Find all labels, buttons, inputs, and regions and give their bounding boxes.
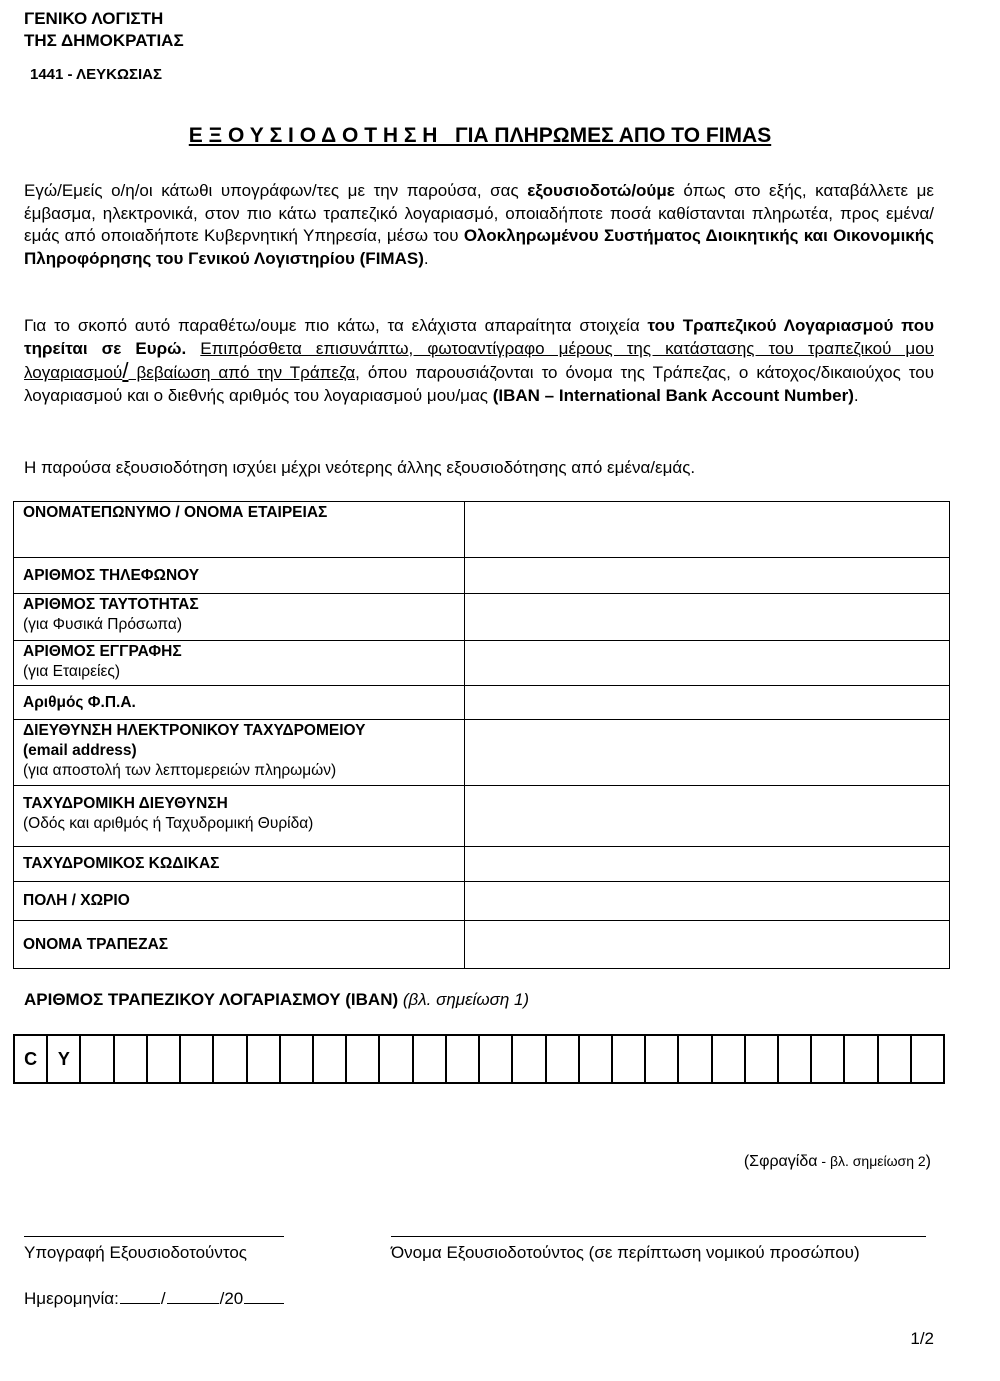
iban-cell[interactable] <box>547 1036 580 1082</box>
id-label-cell <box>14 594 465 641</box>
iban-cell[interactable] <box>879 1036 912 1082</box>
table-row <box>14 786 950 847</box>
iban-cell[interactable] <box>347 1036 380 1082</box>
date-sep: / <box>219 1289 225 1308</box>
postcode-field[interactable] <box>465 847 950 882</box>
text: . <box>853 385 859 405</box>
email-label-cell <box>14 720 465 786</box>
authorizer-name-label: Όνομα Εξουσιοδοτούντος (σε περίπτωση νομικού προσώπου) <box>391 1243 860 1262</box>
text: . <box>423 248 429 268</box>
id-label: ΑΡΙΘΜΟΣ ΤΑΥΤΟΤΗΤΑΣ <box>23 596 199 613</box>
iban-cell[interactable] <box>281 1036 314 1082</box>
sender-header <box>24 8 184 86</box>
year-blank[interactable] <box>244 1301 284 1304</box>
name-field[interactable] <box>465 502 950 558</box>
iban-label: ΑΡΙΘΜΟΣ ΤΡΑΠΕΖΙΚΟΥ ΛΟΓΑΡΙΑΣΜΟΥ (IBAN) <box>24 990 399 1009</box>
postal-note: (Οδός και αριθμός ή Ταχυδρομική Θυρίδα) <box>23 815 314 832</box>
date-label: Ημερομηνία: <box>24 1289 119 1308</box>
iban-cell[interactable]: Y <box>48 1036 81 1082</box>
details-table <box>13 501 950 969</box>
postal-field[interactable] <box>465 786 950 847</box>
page-title: Ε Ξ Ο Υ Σ Ι Ο Δ Ο Τ Η Σ Η ΓΙΑ ΠΛΗΡΩΜΕΣ ΑΠΟ ΤΟ FIMAS <box>188 124 772 147</box>
iban-cell[interactable] <box>480 1036 513 1082</box>
underlined-text: βεβαίωση από την Τράπεζα, <box>128 363 360 382</box>
bold-text: εξουσιοδοτώ/ούμε <box>527 181 675 200</box>
table-row <box>14 594 950 641</box>
iban-cell[interactable] <box>248 1036 281 1082</box>
stamp-note: βλ. σημείωση 2 <box>829 1153 926 1169</box>
underlined-text: Επιπρόσθετα επισυνάπτω, φωτοαντίγραφο μέρους της κατάστασης του τραπεζικού μου λογαριασμού <box>24 338 934 382</box>
table-row <box>14 720 950 786</box>
id-note: (για Φυσικά Πρόσωπα) <box>23 616 182 633</box>
reg-field[interactable] <box>465 641 950 686</box>
year-prefix: 20 <box>224 1289 244 1308</box>
phone-field[interactable] <box>465 558 950 594</box>
iban-input-grid <box>13 1034 945 1084</box>
reg-label: ΑΡΙΘΜΟΣ ΕΓΓΡΑΦΗΣ <box>23 643 182 660</box>
text: Εγώ/Εμείς ο/η/οι κάτωθι υπογράφων/τες με την παρούσα, σας <box>24 181 528 200</box>
name-line[interactable] <box>391 1236 926 1237</box>
iban-cell[interactable] <box>845 1036 878 1082</box>
bank-label: ΟΝΟΜΑ ΤΡΑΠΕΖΑΣ <box>14 921 465 969</box>
iban-cell[interactable] <box>580 1036 613 1082</box>
iban-cell[interactable] <box>779 1036 812 1082</box>
vat-field[interactable] <box>465 686 950 720</box>
org-line2: ΤΗΣ ΔΗΜΟΚΡΑΤΙΑΣ <box>24 31 184 50</box>
reg-label-cell <box>14 641 465 686</box>
iban-cell[interactable] <box>181 1036 214 1082</box>
iban-heading <box>24 990 529 1010</box>
postcode: 1441 - ΛΕΥΚΩΣΙΑΣ <box>30 66 163 83</box>
signature-label: Υπογραφή Εξουσιοδοτούντος <box>24 1243 247 1262</box>
phone-label: ΑΡΙΘΜΟΣ ΤΗΛΕΦΩΝΟΥ <box>14 558 465 594</box>
org-line1: ΓΕΝΙΚΟ ΛΟΓΙΣΤΗ <box>24 9 164 28</box>
text <box>186 339 200 358</box>
iban-cell[interactable] <box>214 1036 247 1082</box>
table-row <box>14 921 950 969</box>
reg-note: (για Εταιρείες) <box>23 663 120 680</box>
email-sub: (email address) <box>23 742 137 759</box>
name-label: ΟΝΟΜΑΤΕΠΩΝΥΜΟ / ΟΝΟΜΑ ΕΤΑΙΡΕΙΑΣ <box>14 502 465 558</box>
iban-cell[interactable] <box>447 1036 480 1082</box>
month-blank[interactable] <box>167 1301 219 1304</box>
city-field[interactable] <box>465 882 950 921</box>
iban-cell[interactable] <box>912 1036 943 1082</box>
date-row <box>24 1289 285 1309</box>
iban-cell[interactable] <box>679 1036 712 1082</box>
iban-cell[interactable] <box>746 1036 779 1082</box>
city-label: ΠΟΛΗ / ΧΩΡΙΟ <box>14 882 465 921</box>
stamp-close: ) <box>925 1153 931 1170</box>
id-field[interactable] <box>465 594 950 641</box>
stamp-sep: - <box>817 1153 830 1169</box>
email-label: ΔΙΕΥΘΥΝΣΗ ΗΛΕΚΤΡΟΝΙΚΟΥ ΤΑΧΥΔΡΟΜΕΙΟΥ <box>23 722 366 739</box>
iban-note: (βλ. σημείωση 1) <box>402 990 530 1009</box>
purpose-paragraph <box>24 315 934 407</box>
table-row <box>14 686 950 720</box>
table-row <box>14 558 950 594</box>
authorization-paragraph <box>24 180 934 270</box>
page-number: 1/2 <box>910 1329 934 1348</box>
table-row <box>14 882 950 921</box>
postcode-label: ΤΑΧΥΔΡΟΜΙΚΟΣ ΚΩΔΙΚΑΣ <box>14 847 465 882</box>
iban-cell[interactable] <box>414 1036 447 1082</box>
iban-cell[interactable]: C <box>15 1036 48 1082</box>
iban-cell[interactable] <box>713 1036 746 1082</box>
postal-label: ΤΑΧΥΔΡΟΜΙΚΗ ΔΙΕΥΘΥΝΣΗ <box>23 795 228 812</box>
email-note: (για αποστολή των λεπτομερειών πληρωμών) <box>23 762 337 779</box>
signature-line[interactable] <box>24 1236 284 1237</box>
text: όπου παρουσιάζονται το όνομα της Τράπεζας, ο κάτοχος/δικαιούχος του λογαριασμού και ο διεθνής αριθμός του λογαριασμού μου/μας <box>24 363 934 405</box>
iban-cell[interactable] <box>314 1036 347 1082</box>
email-field[interactable] <box>465 720 950 786</box>
bold-text: (IBAN – International Bank Account Number) <box>492 385 854 405</box>
vat-label: Αριθμός Φ.Π.Α. <box>14 686 465 720</box>
stamp-area <box>744 1153 931 1171</box>
text: Για το σκοπό αυτό παραθέτω/ουμε πιο κάτω, τα ελάχιστα απαραίτητα στοιχεία <box>24 316 648 335</box>
iban-cell[interactable] <box>613 1036 646 1082</box>
iban-cell[interactable] <box>81 1036 114 1082</box>
day-blank[interactable] <box>120 1301 160 1304</box>
bold-text: του Τραπεζικού Λογαριασμού που τηρείται σε Ευρώ. <box>24 316 934 358</box>
iban-cell[interactable] <box>513 1036 546 1082</box>
iban-cell[interactable] <box>115 1036 148 1082</box>
bold-text: Ολοκληρωμένου Συστήματος Διοικητικής και Οικονομικής Πληροφόρησης του Γενικού Λογιστηρίου (FIMAS) <box>24 226 934 268</box>
iban-cell[interactable] <box>148 1036 181 1082</box>
postal-label-cell <box>14 786 465 847</box>
table-row <box>14 502 950 558</box>
text: όπως στο εξής, καταβάλλετε με έμβασμα, ηλεκτρονικά, στον πιο κάτω τραπεζικό λογαριασμό, οποιαδήποτε ποσά καθίστανται πληρωτέα, προς εμένα/εμάς από οποιαδήποτε Κυβερνητική Υπηρεσία, μέσω του <box>24 181 934 245</box>
table-row <box>14 847 950 882</box>
validity-paragraph: Η παρούσα εξουσιοδότηση ισχύει μέχρι νεότερης άλλης εξουσιοδότησης από εμένα/εμάς. <box>24 458 696 477</box>
iban-cell[interactable] <box>380 1036 413 1082</box>
iban-cell[interactable] <box>812 1036 845 1082</box>
iban-cell[interactable] <box>646 1036 679 1082</box>
underlined-slash: / <box>122 358 129 383</box>
bank-field[interactable] <box>465 921 950 969</box>
date-sep: / <box>160 1289 166 1308</box>
stamp-label: (Σφραγίδα <box>743 1153 818 1170</box>
table-row <box>14 641 950 686</box>
